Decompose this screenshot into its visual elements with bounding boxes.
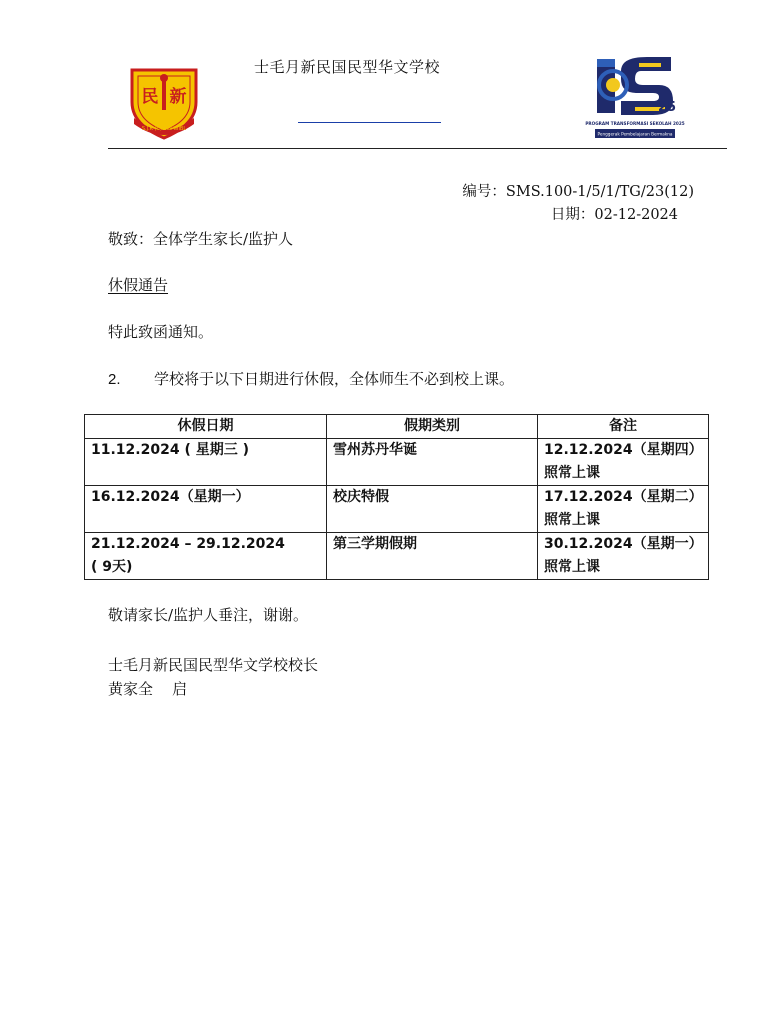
header-holiday-type: 假期类别	[327, 415, 538, 439]
intro-paragraph: 特此致函通知。	[108, 323, 214, 341]
remark-cell: 30.12.2024（星期一） 照常上课	[538, 533, 709, 580]
table-row	[85, 486, 709, 533]
salutation: 敬致：全体学生家长/监护人	[108, 230, 294, 248]
holiday-table	[84, 414, 709, 580]
header-blue-line	[298, 122, 441, 123]
table-row	[85, 533, 709, 580]
remark-cell: 17.12.2024（星期二） 照常上课	[538, 486, 709, 533]
tsi-25-logo	[585, 49, 685, 143]
holiday-date-cell: 16.12.2024（星期一）	[85, 486, 327, 533]
crest-char-left: 民	[141, 87, 159, 107]
remark-cell: 12.12.2024（星期四） 照常上课	[538, 439, 709, 486]
holiday-type-cell: 雪州苏丹华诞	[327, 439, 538, 486]
holiday-type-cell: 第三学期假期	[327, 533, 538, 580]
point-text: 学校将于以下日期进行休假，全体师生不必到校上课。	[154, 370, 515, 388]
letter-date: 日期：02-12-2024	[550, 207, 678, 223]
school-name: 士毛月新民国民型华文学校	[254, 58, 441, 76]
table-row	[85, 439, 709, 486]
crest-motto: S.J.K (C) SIN WIBL	[141, 126, 187, 132]
header-divider	[108, 148, 727, 149]
signature-name: 黄家全 启	[108, 680, 188, 698]
notice-title: 休假通告	[108, 276, 169, 294]
tsi-caption-1: PROGRAM TRANSFORMASI SEKOLAH 2025	[585, 121, 685, 126]
signature-title: 士毛月新民国民型华文学校校长	[108, 656, 319, 674]
crest-char-right: 新	[169, 87, 187, 107]
closing-request: 敬请家长/监护人垂注，谢谢。	[108, 606, 309, 624]
school-crest-logo	[126, 66, 202, 140]
point-number: 2.	[108, 371, 121, 388]
holiday-date-cell: 21.12.2024 – 29.12.2024 ( 9天)	[85, 533, 327, 580]
holiday-date-cell: 11.12.2024 ( 星期三 )	[85, 439, 327, 486]
holiday-type-cell: 校庆特假	[327, 486, 538, 533]
point-2-paragraph	[108, 368, 514, 389]
tsi-caption-2: Penggerak Pembelajaran Bermakna	[597, 131, 673, 137]
tsi-number: 25	[657, 100, 677, 115]
table-header-row	[85, 415, 709, 439]
header-holiday-date: 休假日期	[85, 415, 327, 439]
header-remarks: 备注	[538, 415, 709, 439]
reference-number: 编号：SMS.100-1/5/1/TG/23(12)	[462, 184, 694, 200]
